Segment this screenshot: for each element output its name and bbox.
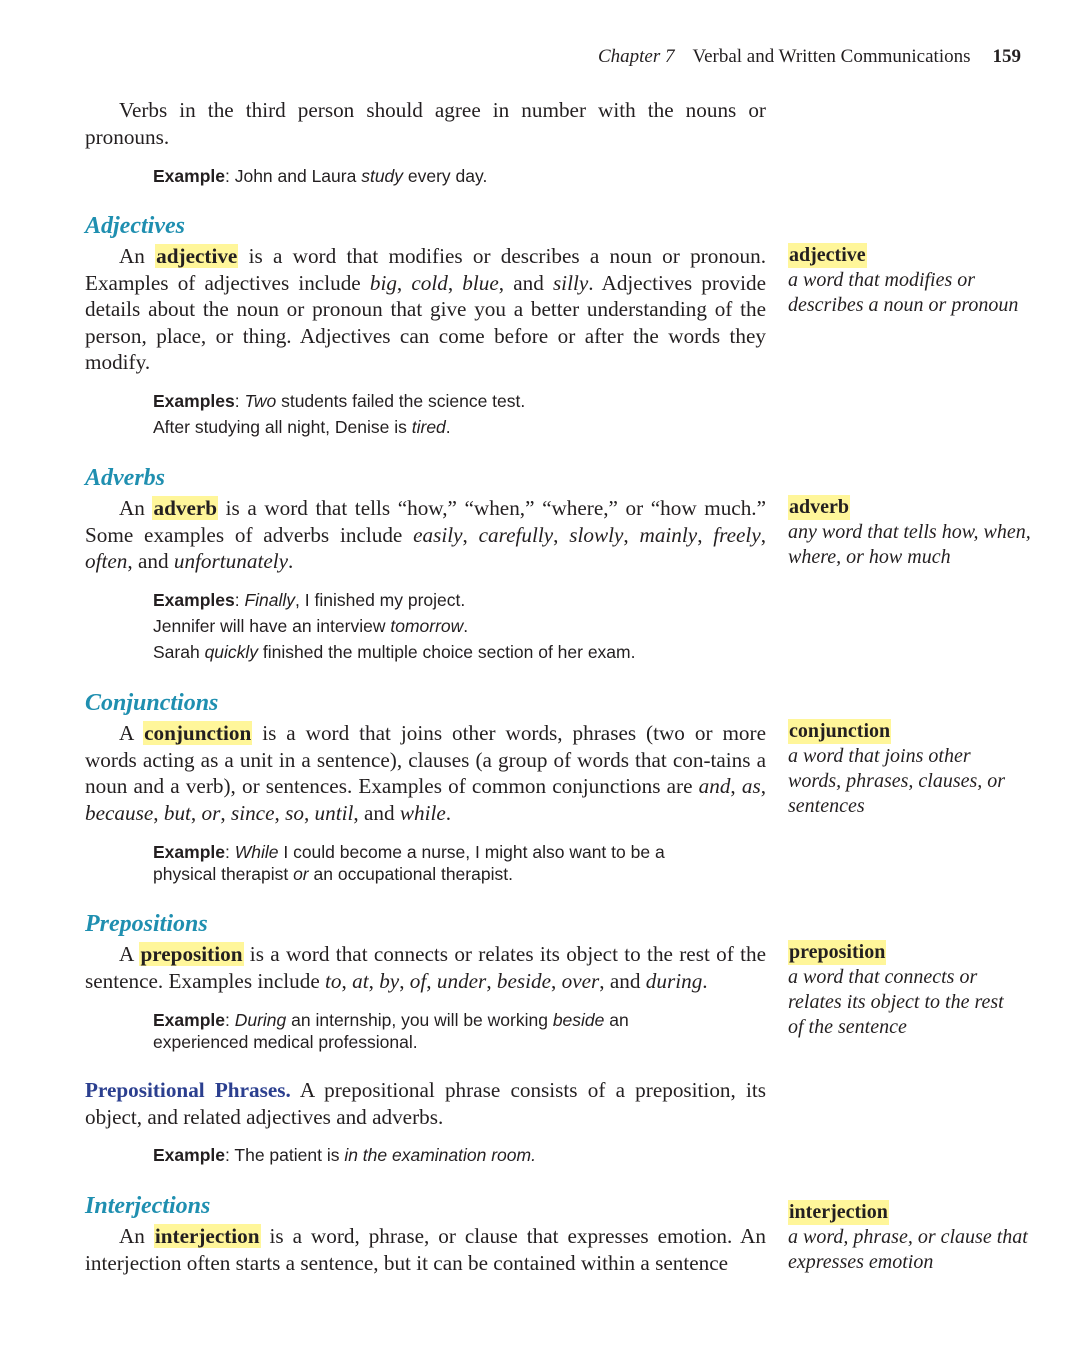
prepositional-phrases-paragraph: Prepositional Phrases. A prepositional phrase consists of a preposition, its object, and related adjectives and adverbs. <box>85 1078 767 1129</box>
page-number: 159 <box>992 46 1021 67</box>
term-adjective: adjective <box>156 244 238 268</box>
term-preposition: preposition <box>140 942 243 966</box>
chapter-title: Verbal and Written Communications <box>692 46 971 67</box>
adjectives-examples: Examples: Two students failed the science test. After studying all night, Denise is tired. <box>153 391 526 437</box>
conjunctions-example: Example: While I could become a nurse, I might also want to be a physical therapist or an occupational therapist. <box>153 842 665 884</box>
prepositions-example: Example: During an internship, you will be working beside an experienced medical professional. <box>153 1010 629 1052</box>
glossary-adjective: adjective a word that modifies or describes a noun or pronoun <box>788 244 1019 316</box>
conjunctions-paragraph: A conjunction is a word that joins other words, phrases (two or more words acting as a unit in a sentence), clauses (a group of words that con-tains a noun and a verb), or sentences. Examples of common conjunctions are and, as, because, but, or, since, so, until, and while. <box>85 721 767 825</box>
heading-interjections: Interjections <box>85 1193 211 1219</box>
adverbs-examples: Examples: Finally, I finished my project. Jennifer will have an interview tomorrow. Sarah quickly finished the multiple choice section of her exam. <box>153 590 636 662</box>
runin-heading: Prepositional Phrases. <box>85 1078 291 1102</box>
term-interjection: interjection <box>154 1224 260 1248</box>
adverbs-paragraph: An adverb is a word that tells “how,” “when,” “where,” or “how much.” Some examples of adverbs include easily, carefully, slowly, mainly, freely, often, and unfortunately. <box>85 496 767 573</box>
running-head <box>598 46 1021 68</box>
glossary-preposition: preposition a word that connects or relates its object to the rest of the sentence <box>788 941 1004 1038</box>
prepositions-paragraph: A preposition is a word that connects or relates its object to the rest of the sentence. Examples include to, at, by, of, under, beside, over, and during. <box>85 942 766 993</box>
glossary-interjection: interjection a word, phrase, or clause that expresses emotion <box>788 1201 1028 1273</box>
interjections-paragraph: An interjection is a word, phrase, or clause that expresses emotion. An interjection often starts a sentence, but it can be contained within a sentence <box>85 1224 766 1275</box>
intro-example: Example: John and Laura study every day. <box>153 166 488 186</box>
prepositional-phrases-example: Example: The patient is in the examination room. <box>153 1145 536 1165</box>
term-conjunction: conjunction <box>144 721 252 745</box>
heading-prepositions: Prepositions <box>85 911 208 937</box>
adjectives-paragraph: An adjective is a word that modifies or describes a noun or pronoun. Examples of adjectives include big, cold, blue, and silly. Adjectives provide details about the noun or pronoun that give you a better understanding of the person, place, or thing. Adjectives can come before or after the words they modify. <box>85 244 766 374</box>
term-adverb: adverb <box>153 496 218 520</box>
heading-adverbs: Adverbs <box>85 465 165 491</box>
glossary-adverb: adverb any word that tells how, when, where, or how much <box>788 496 1031 568</box>
glossary-conjunction: conjunction a word that joins other words, phrases, clauses, or sentences <box>788 720 1006 817</box>
intro-paragraph: Verbs in the third person should agree in number with the nouns or pronouns. <box>85 98 766 149</box>
chapter-label: Chapter 7 <box>597 46 675 67</box>
heading-adjectives: Adjectives <box>85 213 185 239</box>
heading-conjunctions: Conjunctions <box>85 690 219 716</box>
